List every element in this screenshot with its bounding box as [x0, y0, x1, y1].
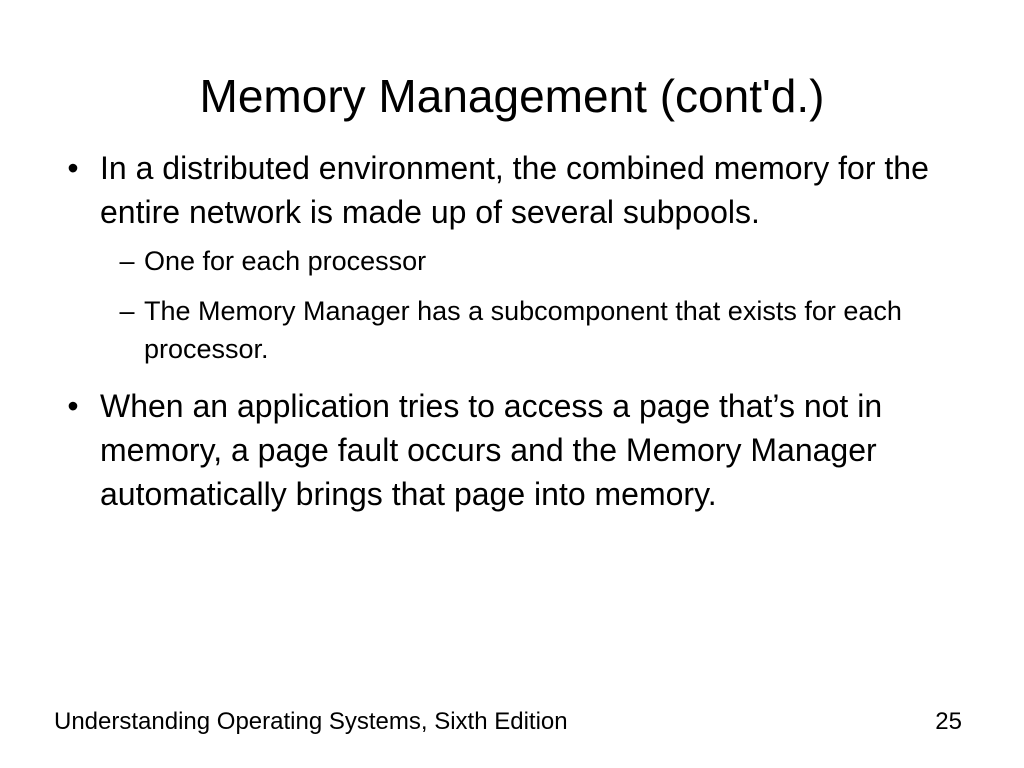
sub-bullet-list — [100, 242, 958, 368]
bullet-marker: • — [67, 388, 79, 424]
footer-book-title: Understanding Operating Systems, Sixth Edition — [54, 708, 568, 735]
sub-bullet-item — [100, 292, 958, 368]
bullet-item — [58, 384, 958, 516]
bullet-list — [58, 146, 958, 532]
bullet-text: In a distributed environment, the combined memory for the entire network is made up of several subpools. — [100, 150, 929, 230]
slide-title: Memory Management (cont'd.) — [199, 70, 825, 122]
bullet-marker: • — [67, 150, 79, 186]
sub-bullet-marker: – — [119, 246, 135, 276]
bullet-item — [58, 146, 958, 368]
bullet-text: When an application tries to access a page that’s not in memory, a page fault occurs and the Memory Manager automatically brings that page into memory. — [100, 388, 883, 512]
page-number: 25 — [935, 708, 962, 735]
sub-bullet-marker: – — [119, 296, 135, 326]
sub-bullet-text: One for each processor — [144, 246, 427, 276]
sub-bullet-text: The Memory Manager has a subcomponent that exists for each processor. — [144, 296, 902, 364]
sub-bullet-item — [100, 242, 958, 280]
